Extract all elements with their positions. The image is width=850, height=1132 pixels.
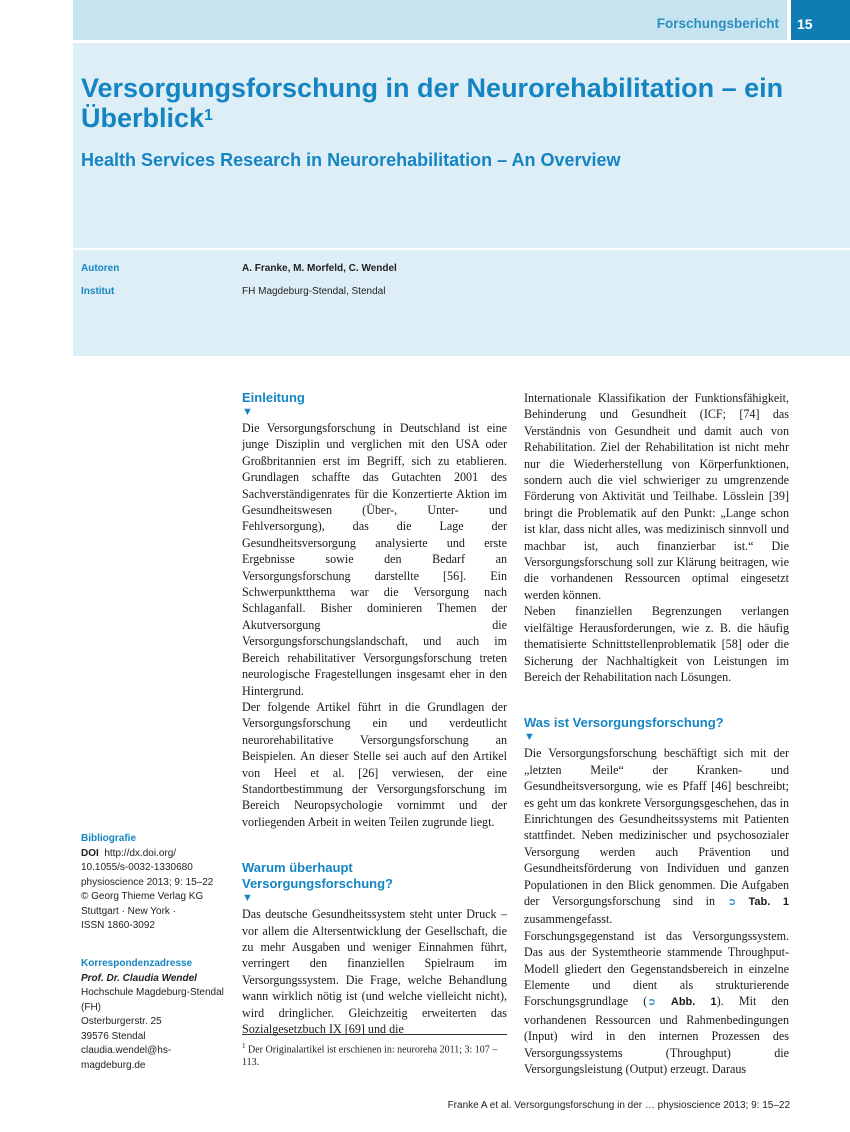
page-footer-citation: Franke A et al. Versorgungsforschung in der … physioscience 2013; 9: 15–22 bbox=[447, 1100, 790, 1111]
circle-arrow-icon: ➲ bbox=[647, 997, 656, 1009]
paragraph-text: Die Versorgungsforschung beschäftigt sich mit der „letzten Meile“ der Kranken- und Gesundheitsversorgung, wie es Pfaff [46] beschreibt; es geht um das konkrete Versorgungsgeschehen, das in Einrichtungen des Gesundheitssystems mit Patienten stattfindet. Neben medizinischer und psychosozialer Versorgung werden auch Prävention und Gesundheitsförderung von Individuen und ganzen Populationen in den Blick genommen. Die Aufgaben der Versorgungsforschung sind in bbox=[524, 746, 789, 908]
doi-link[interactable]: http://dx.doi.org/ bbox=[104, 847, 177, 859]
column-left bbox=[242, 390, 507, 1037]
contact-email[interactable]: claudia.wendel@hs- bbox=[81, 1045, 172, 1056]
title-block bbox=[73, 43, 850, 248]
bibliography-box bbox=[81, 832, 213, 934]
bib-line: physioscience 2013; 9: 15–22 bbox=[81, 876, 214, 888]
institute: FH Magdeburg-Stendal, Stendal bbox=[242, 286, 386, 297]
section-heading-was-ist: Was ist Versorgungsforschung? bbox=[524, 715, 724, 731]
title-footnote-mark: 1 bbox=[204, 107, 213, 124]
contact-line: Osterburgerstr. 25 bbox=[81, 1016, 162, 1027]
footnote-rule bbox=[242, 1034, 507, 1035]
paragraph: Der folgende Artikel führt in die Grundlagen der Versorgungsforschung ein und verdeutlicht neurorehabilitative Versorgungsforschung an Beispielen. An dieser Stelle sei auch auf den Artikel von Heel et al. [26] verwiesen, der eine Standortbestimmung der Versorgungsforschung im Bereich Neuropsychologie vornimmt und der vorliegenden Arbeit in weiten Teilen zugrunde liegt. bbox=[242, 699, 507, 829]
doi-line bbox=[81, 847, 213, 862]
doi-label: DOI bbox=[81, 847, 99, 859]
page-number-box bbox=[791, 0, 850, 40]
table-reference-link[interactable]: Tab. 1 bbox=[748, 895, 789, 908]
contact-line: 39576 Stendal bbox=[81, 1030, 146, 1042]
institute-label: Institut bbox=[81, 286, 115, 297]
paragraph-text: Forschungsgegenstand ist das Versorgungssystem. Das aus der Systemtheorie stammende Throughput-Modell gliedert den Gegenstandsbereich in einzelne Elemente und dient als strukturierende Forschungsgrundlage ( bbox=[524, 928, 789, 1009]
authors: A. Franke, M. Morfeld, C. Wendel bbox=[242, 263, 397, 274]
circle-arrow-icon: ➲ bbox=[727, 896, 736, 908]
correspondence-label: Korrespondenzadresse bbox=[81, 958, 193, 969]
contact-line: Hochschule Magdeburg-Stendal bbox=[81, 987, 224, 998]
page-number: 15 bbox=[797, 16, 813, 32]
footnote-mark: 1 bbox=[242, 1042, 246, 1050]
paragraph bbox=[524, 928, 789, 1078]
paragraph-text: zusammengefasst. bbox=[524, 912, 613, 927]
article-title-text: Versorgungsforschung in der Neurorehabilitation – ein Überblick bbox=[81, 73, 784, 133]
paragraph: Die Versorgungsforschung in Deutschland ist eine junge Disziplin und verglichen mit den USA oder Großbritannien erst im Begriff, sich zu etablieren. Grundlagen schaffte das Gutachten 2001 des Sachverständigenrates für die Konzertierte Aktion im Gesundheitswesen (Über-, Unter- und Fehlversorgung), das die Lage der Gesundheitsversorgung analysierte und erste Ergebnisse sowie den Bedarf an Versorgungsforschung darstellte [56]. Ein Schwerpunktthema war die Versorgung nach Schlaganfall. Bisher dominieren Themen der Akutversorgung die Versorgungsforschungslandschaft, und auch im Bereich rehabilitativer Versorgungsforschung treten neurologische Fragestellungen insgesamt eher in den Hintergrund. bbox=[242, 421, 507, 698]
section-heading-einleitung: Einleitung bbox=[242, 390, 305, 405]
section-spacer bbox=[242, 830, 507, 860]
figure-reference-link[interactable]: Abb. 1 bbox=[670, 996, 717, 1009]
contact-name: Prof. Dr. Claudia Wendel bbox=[81, 972, 197, 984]
doi-link-cont[interactable]: 10.1055/s-0032-1330680 bbox=[81, 862, 193, 873]
column-right bbox=[524, 390, 789, 1077]
down-triangle-icon: ▼ bbox=[242, 892, 253, 905]
bib-line: ISSN 1860-3092 bbox=[81, 920, 155, 931]
author-block bbox=[73, 250, 850, 356]
contact-line: (FH) bbox=[81, 1001, 101, 1013]
contact-email-cont[interactable]: magdeburg.de bbox=[81, 1059, 146, 1071]
footnote bbox=[242, 1040, 507, 1069]
paragraph: Internationale Klassifikation der Funktionsfähigkeit, Behinderung und Gesundheit (ICF; [74] das Verständnis von Gesundheit und damit auch von Rehabilitation. Ziel der Rehabilitation ist nicht mehr nur die Wiederherstellung von Körperfunktionen, sondern auch die viel schwieriger zu umgrenzende Förderung von Aktivität und Teilhabe. Lösslein [39] bringt die Problematik auf den Punkt: „Lange schon ist klar, dass nicht alles, was medizinisch sinnvoll und machbar ist, auch finanzierbar ist.“ Die Versorgungsforschung soll zur Klärung beitragen, wie die vorhandenen Ressourcen optimal eingesetzt werden können. bbox=[524, 391, 789, 602]
article-title bbox=[81, 73, 821, 133]
bib-line: © Georg Thieme Verlag KG bbox=[81, 891, 204, 902]
paragraph bbox=[524, 745, 789, 927]
down-triangle-icon: ▼ bbox=[524, 731, 535, 744]
correspondence-box bbox=[81, 957, 224, 1073]
down-triangle-icon: ▼ bbox=[242, 406, 253, 418]
section-spacer bbox=[524, 685, 789, 715]
section-label: Forschungsbericht bbox=[656, 16, 779, 31]
authors-label: Autoren bbox=[81, 263, 120, 274]
paragraph: Neben finanziellen Begrenzungen verlangen vielfältige Herausforderungen, wie z. B. die häufig thematisierte Schnittstellenproblematik [58] oder die Sicherung der Nachhaltigkeit von Leistungen im Bereich der Rehabilitation nach Lösungen. bbox=[524, 604, 789, 684]
footnote-text: Der Originalartikel ist erschienen in: neuroreha 2011; 3: 107 – 113. bbox=[242, 1044, 498, 1069]
bib-line: Stuttgart · New York · bbox=[81, 905, 177, 917]
paragraph-text: ). Mit den vorhandenen Ressourcen und Rahmenbedingungen (Input) wird in den internen Prozessen des Versorgungssystems (Throughput) die Versorgungsleistung (Output) erzeugt. Daraus bbox=[524, 994, 789, 1077]
article-subtitle: Health Services Research in Neurorehabilitation – An Overview bbox=[81, 150, 621, 170]
paragraph: Das deutsche Gesundheitssystem steht unter Druck – vor allem die Altersentwicklung der Gesellschaft, die zu mehr Ausgaben und weniger Einnahmen führt, verringert den finanziellen Spielraum im Versorgungssystem. Die Frage, welche Behandlung wann wirklich nötig ist (und welche vielleicht nicht), wird dringlicher. Gleichzeitig erweiterten das Sozialgesetzbuch IX [69] und die bbox=[242, 907, 507, 1036]
section-heading-warum: Warum überhaupt Versorgungsforschung? bbox=[242, 860, 393, 892]
running-header bbox=[73, 0, 787, 40]
bibliography-label: Bibliografie bbox=[81, 833, 137, 844]
